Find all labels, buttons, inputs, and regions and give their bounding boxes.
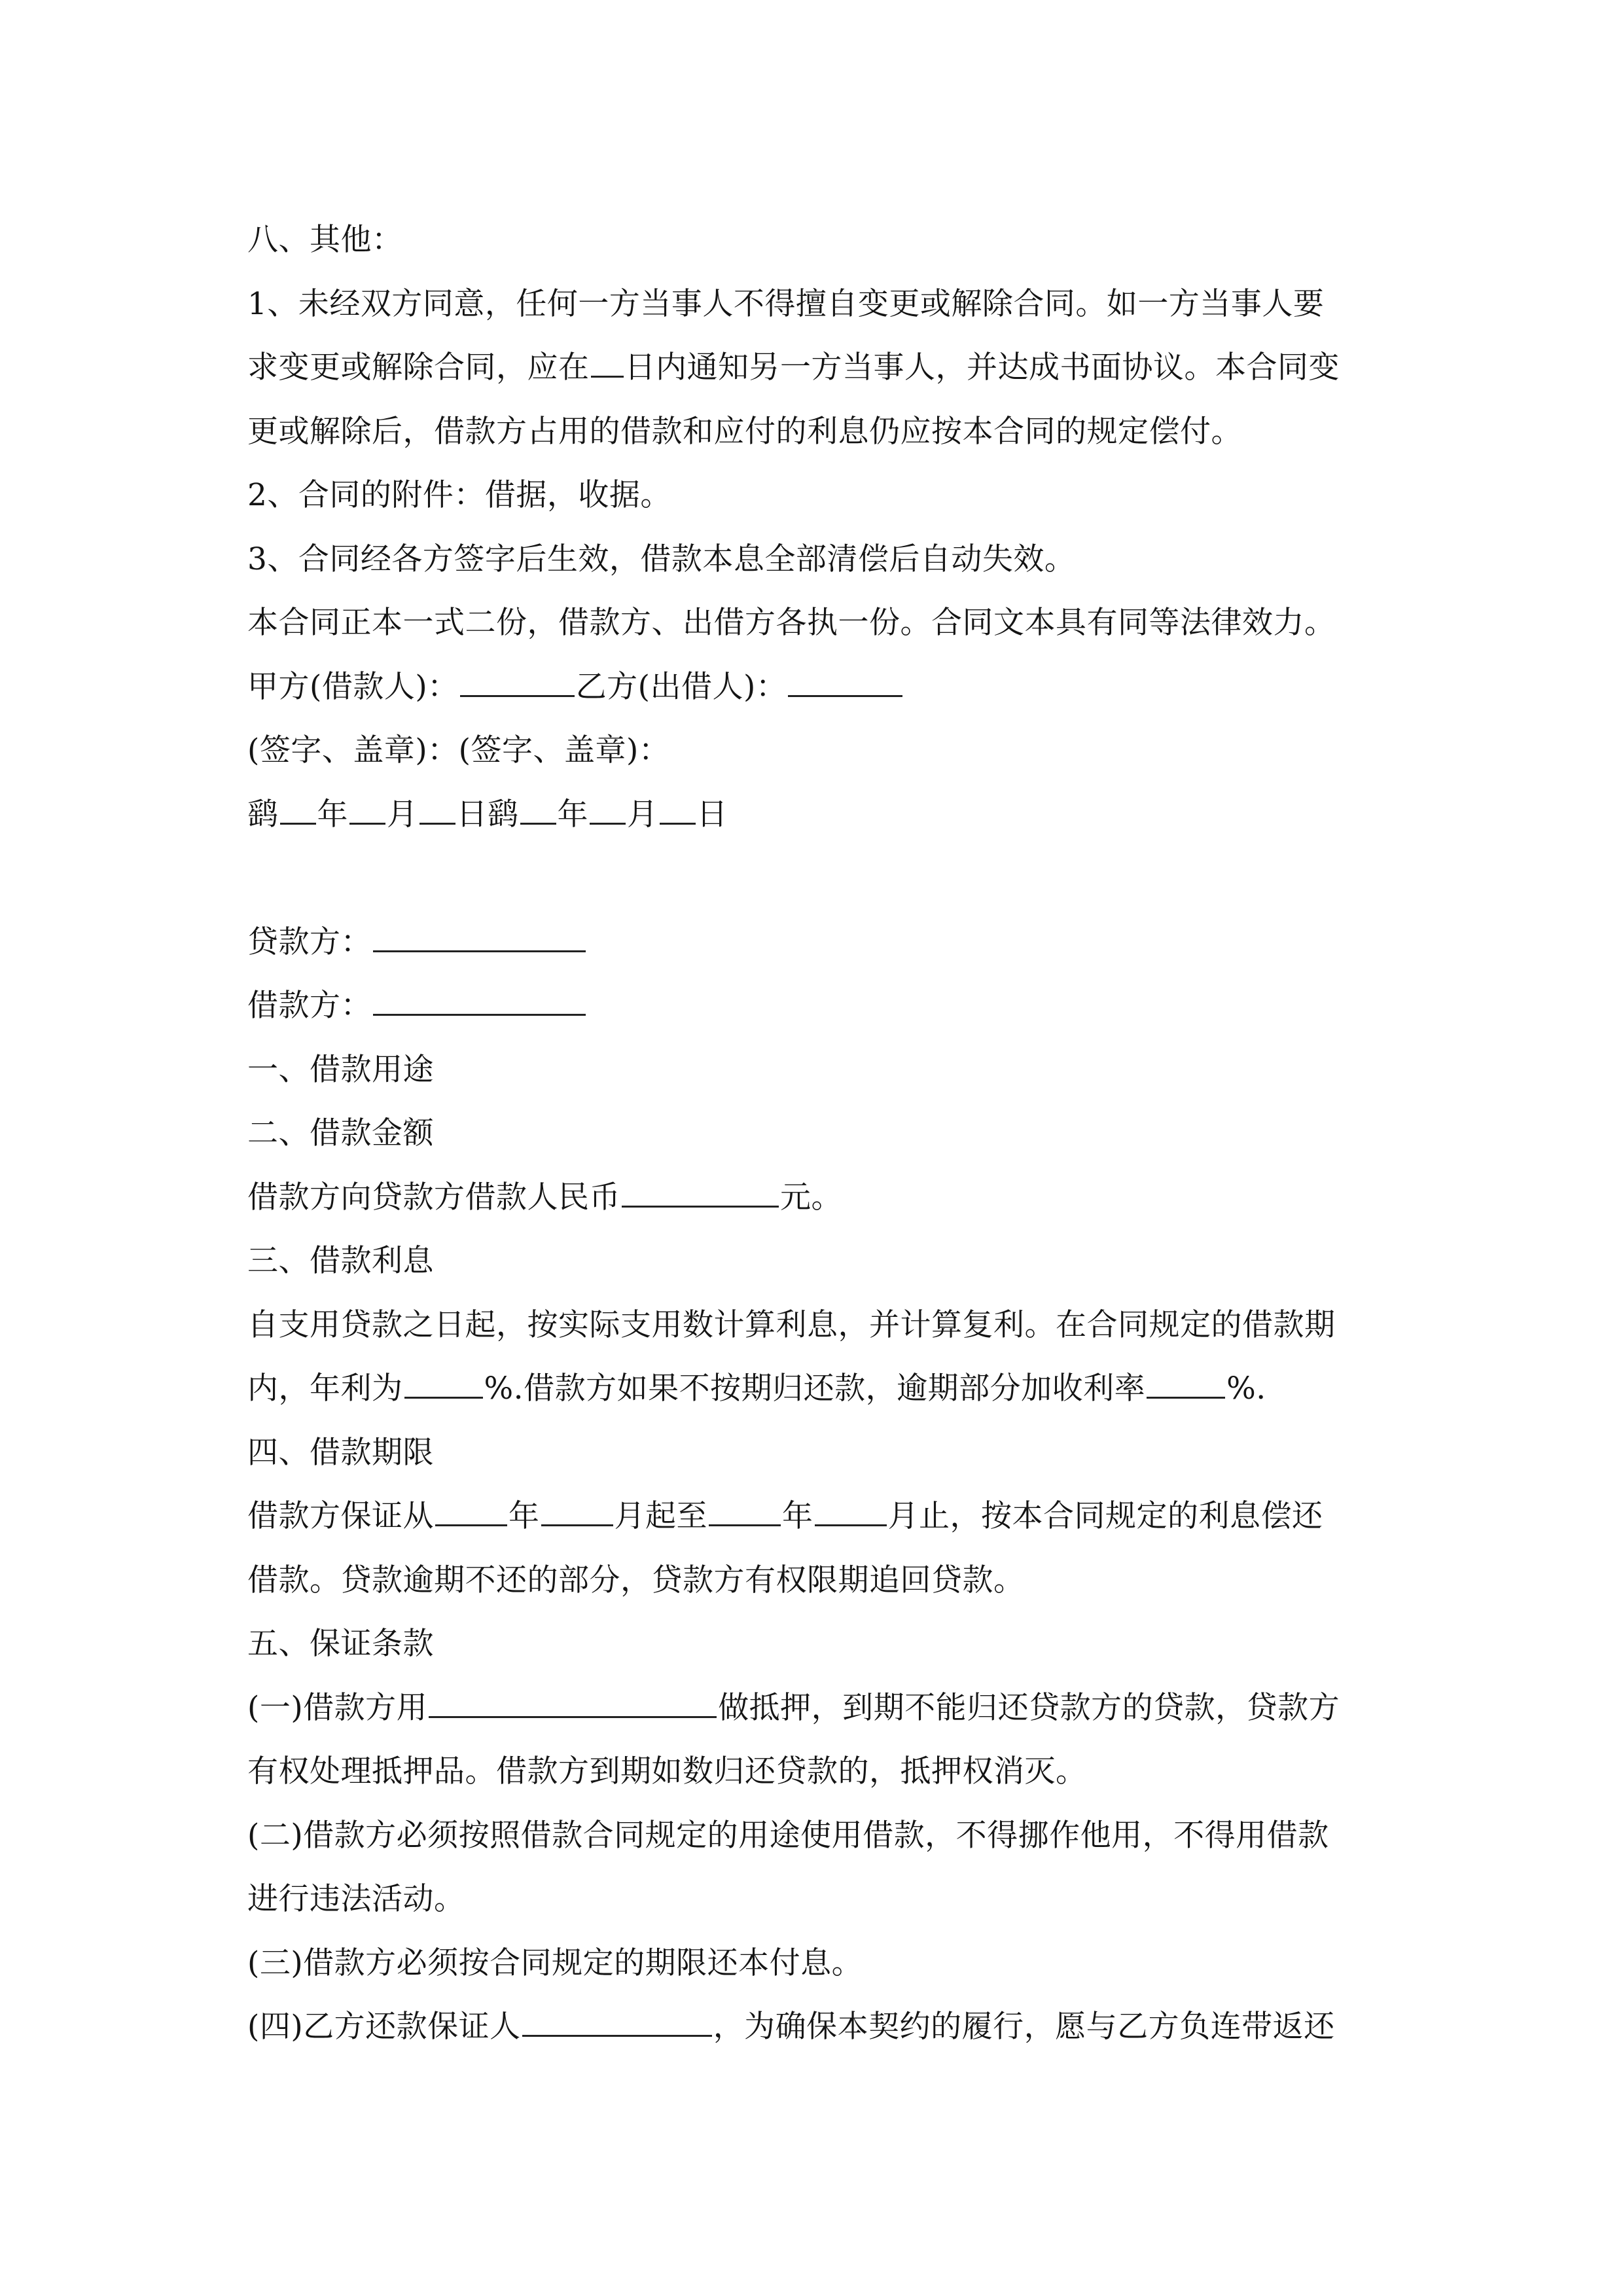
text: 元。 (780, 1179, 842, 1215)
month-label: 月 (627, 796, 658, 833)
borrower-line (247, 974, 1399, 1038)
spacer (247, 846, 1399, 910)
term-line1 (247, 1484, 1399, 1549)
day-label: 日 (696, 796, 728, 833)
blank-start-year[interactable] (435, 1492, 507, 1526)
text: %. (1226, 1371, 1266, 1407)
text: 内，年利为 (247, 1371, 403, 1407)
interest-line2 (247, 1357, 1399, 1421)
lender-blank[interactable] (373, 918, 586, 952)
annual-rate-blank[interactable] (404, 1364, 483, 1399)
section-purpose-heading: 一、借款用途 (247, 1051, 434, 1088)
section8-item1-line3: 更或解除后，借款方占用的借款和应付的利息仍应按本合同的规定偿付。 (247, 413, 1242, 450)
text: 年 (782, 1498, 813, 1534)
date-mark: 鹞 (247, 796, 279, 833)
document-body (247, 208, 1399, 2059)
day-label: 日 (456, 796, 488, 833)
penalty-rate-blank[interactable] (1147, 1364, 1225, 1399)
blank-days[interactable] (591, 343, 624, 378)
section8-item1-line1: 1、未经双方同意，任何一方当事人不得擅自变更或解除合同。如一方当事人要 (247, 285, 1325, 322)
text: 日内通知另一方当事人，并达成书面协议。本合同变 (624, 350, 1340, 386)
party-a-label: 甲方(借款人)： (247, 668, 459, 705)
blank-year-a[interactable] (280, 790, 316, 825)
text: 做抵押，到期不能归还贷款方的贷款，贷款方 (718, 1689, 1340, 1726)
blank-month-a[interactable] (349, 790, 385, 825)
blank-end-year[interactable] (709, 1492, 781, 1526)
borrower-label: 借款方： (247, 988, 372, 1024)
text: %.借款方如果不按期归还款，逾期部分加收利率 (484, 1371, 1146, 1407)
guarantee-1-line2: 有权处理抵押品。借款方到期如数归还贷款的，抵押权消灭。 (247, 1753, 1087, 1789)
section8-item1-line2 (247, 336, 1399, 400)
blank-end-month[interactable] (815, 1492, 887, 1526)
copies-clause: 本合同正本一式二份，借款方、出借方各执一份。合同文本具有同等法律效力。 (247, 605, 1336, 641)
section-term-heading: 四、借款期限 (247, 1434, 434, 1471)
month-label: 月 (387, 796, 418, 833)
section-interest-heading: 三、借款利息 (247, 1243, 434, 1279)
blank-day-a[interactable] (419, 790, 455, 825)
text: (一)借款方用 (247, 1689, 428, 1726)
year-label: 年 (557, 796, 588, 833)
blank-month-b[interactable] (590, 790, 626, 825)
party-a-blank[interactable] (460, 662, 575, 697)
guarantee-1-line1 (247, 1676, 1399, 1740)
date-line (247, 783, 1399, 847)
collateral-blank[interactable] (429, 1683, 717, 1718)
guarantor-blank[interactable] (522, 2002, 712, 2037)
party-b-label: 乙方(出借人)： (575, 668, 787, 705)
text: 月止，按本合同规定的利息偿还 (887, 1498, 1323, 1534)
text: 借款方向贷款方借款人民币 (247, 1179, 620, 1215)
blank-day-b[interactable] (660, 790, 696, 825)
seal-line: (签字、盖章)：(签字、盖章)： (247, 732, 670, 768)
section8-heading: 八、其他： (247, 222, 403, 258)
date-mark: 鹞 (488, 796, 519, 833)
section-amount-heading: 二、借款金额 (247, 1115, 434, 1151)
year-label: 年 (317, 796, 348, 833)
amount-blank[interactable] (622, 1173, 779, 1208)
section-guarantee-heading: 五、保证条款 (247, 1626, 434, 1662)
section8-item3: 3、合同经各方签字后生效，借款本息全部清偿后自动失效。 (247, 541, 1076, 577)
text: (四)乙方还款保证人 (247, 2009, 521, 2045)
text: 年 (508, 1498, 540, 1534)
party-b-blank[interactable] (788, 662, 902, 697)
lender-label: 贷款方： (247, 924, 372, 960)
borrower-blank[interactable] (373, 981, 586, 1016)
text: 借款方保证从 (247, 1498, 434, 1534)
guarantee-2-line2: 进行违法活动。 (247, 1881, 465, 1917)
guarantee-3: (三)借款方必须按合同规定的期限还本付息。 (247, 1945, 863, 1981)
text: 求变更或解除合同，应在 (247, 350, 590, 386)
guarantee-2-line1: (二)借款方必须按照借款合同规定的用途使用借款，不得挪作他用，不得用借款 (247, 1817, 1329, 1854)
interest-line1: 自支用贷款之日起，按实际支用数计算利息，并计算复利。在合同规定的借款期 (247, 1306, 1336, 1343)
amount-line (247, 1166, 1399, 1230)
text: ，为确保本契约的履行，愿与乙方负连带返还 (713, 2009, 1335, 2045)
section8-item2: 2、合同的附件：借据，收据。 (247, 477, 671, 513)
term-line2: 借款。贷款逾期不还的部分，贷款方有权限期追回贷款。 (247, 1562, 1025, 1598)
party-signature-line (247, 655, 1399, 719)
text: 月起至 (614, 1498, 707, 1534)
blank-year-b[interactable] (520, 790, 556, 825)
blank-start-month[interactable] (541, 1492, 613, 1526)
lender-line (247, 910, 1399, 975)
guarantee-4-line1 (247, 1995, 1399, 2059)
